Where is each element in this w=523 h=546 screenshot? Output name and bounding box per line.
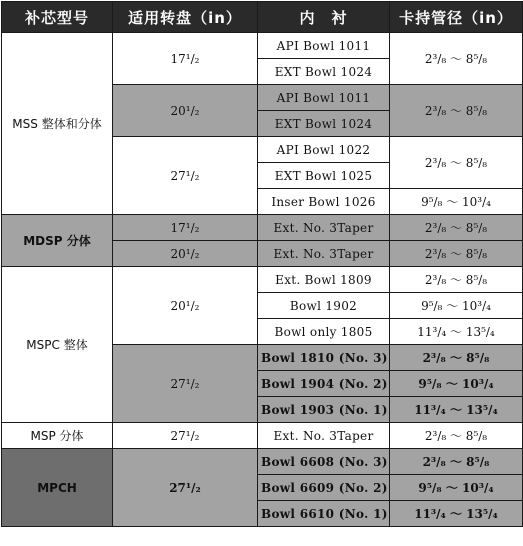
liner-cell: Bowl 6609 (No. 2)	[258, 475, 390, 501]
model-cell: MSS 整体和分体	[2, 33, 113, 215]
spec-table-container	[1, 1, 522, 544]
size-cell: 2³/₈ ～ 8⁵/₈	[390, 137, 523, 189]
size-cell: 2³/₈ ～ 8⁵/₈	[390, 423, 523, 449]
liner-cell: Bowl 6608 (No. 3)	[258, 449, 390, 475]
model-cell: MPCH	[2, 449, 113, 527]
size-cell: 11³/₄ ～ 13⁵/₄	[390, 397, 523, 423]
liner-cell: Bowl 6610 (No. 1)	[258, 501, 390, 527]
size-cell: 9⁵/₈ ～ 10³/₄	[390, 189, 523, 215]
rotary-cell: 20¹/₂	[113, 85, 258, 137]
table-row	[2, 423, 523, 449]
size-cell: 9⁵/₈ ～ 10³/₄	[390, 293, 523, 319]
liner-cell: Bowl 1903 (No. 1)	[258, 397, 390, 423]
liner-cell: Ext. Bowl 1809	[258, 267, 390, 293]
rotary-cell: 20¹/₂	[113, 241, 258, 267]
size-cell: 9⁵/₈ ～ 10³/₄	[390, 371, 523, 397]
liner-cell: API Bowl 1022	[258, 137, 390, 163]
liner-cell: EXT Bowl 1024	[258, 59, 390, 85]
rotary-cell: 17¹/₂	[113, 33, 258, 85]
size-cell: 2³/₈ ～ 8⁵/₈	[390, 215, 523, 241]
header-row	[2, 2, 523, 33]
liner-cell: API Bowl 1011	[258, 33, 390, 59]
size-cell: 2³/₈ ～ 8⁵/₈	[390, 241, 523, 267]
size-cell: 9⁵/₈ ～ 10³/₄	[390, 475, 523, 501]
liner-cell: EXT Bowl 1024	[258, 111, 390, 137]
size-cell: 11³/₄ ～ 13⁵/₄	[390, 501, 523, 527]
model-cell: MDSP 分体	[2, 215, 113, 267]
table-row	[2, 215, 523, 241]
liner-cell: Ext. No. 3Taper	[258, 215, 390, 241]
size-cell: 2³/₈ ～ 8⁵/₈	[390, 267, 523, 293]
header-liner: 内 衬	[258, 2, 390, 33]
liner-cell: EXT Bowl 1025	[258, 163, 390, 189]
liner-cell: Bowl 1810 (No. 3)	[258, 345, 390, 371]
rotary-cell: 20¹/₂	[113, 267, 258, 345]
liner-cell: Bowl 1902	[258, 293, 390, 319]
rotary-cell: 27¹/₂	[113, 423, 258, 449]
table-row	[2, 33, 523, 59]
header-model: 补芯型号	[2, 2, 113, 33]
rotary-cell: 27¹/₂	[113, 449, 258, 527]
rotary-cell: 27¹/₂	[113, 137, 258, 215]
bushing-spec-table	[1, 1, 523, 527]
size-cell: 2³/₈ ～ 8⁵/₈	[390, 33, 523, 85]
size-cell: 2³/₈ ～ 8⁵/₈	[390, 85, 523, 137]
header-rotary: 适用转盘（in）	[113, 2, 258, 33]
size-cell: 11³/₄ ～ 13⁵/₄	[390, 319, 523, 345]
model-cell: MSPC 整体	[2, 267, 113, 423]
liner-cell: Bowl 1904 (No. 2)	[258, 371, 390, 397]
table-row	[2, 449, 523, 475]
size-cell: 2³/₈ ～ 8⁵/₈	[390, 449, 523, 475]
header-pipe-size: 卡持管径（in）	[390, 2, 523, 33]
liner-cell: Inser Bowl 1026	[258, 189, 390, 215]
liner-cell: Ext. No. 3Taper	[258, 241, 390, 267]
model-cell: MSP 分体	[2, 423, 113, 449]
rotary-cell: 17¹/₂	[113, 215, 258, 241]
liner-cell: API Bowl 1011	[258, 85, 390, 111]
table-row	[2, 267, 523, 293]
size-cell: 2³/₈ ～ 8⁵/₈	[390, 345, 523, 371]
liner-cell: Ext. No. 3Taper	[258, 423, 390, 449]
rotary-cell: 27¹/₂	[113, 345, 258, 423]
liner-cell: Bowl only 1805	[258, 319, 390, 345]
